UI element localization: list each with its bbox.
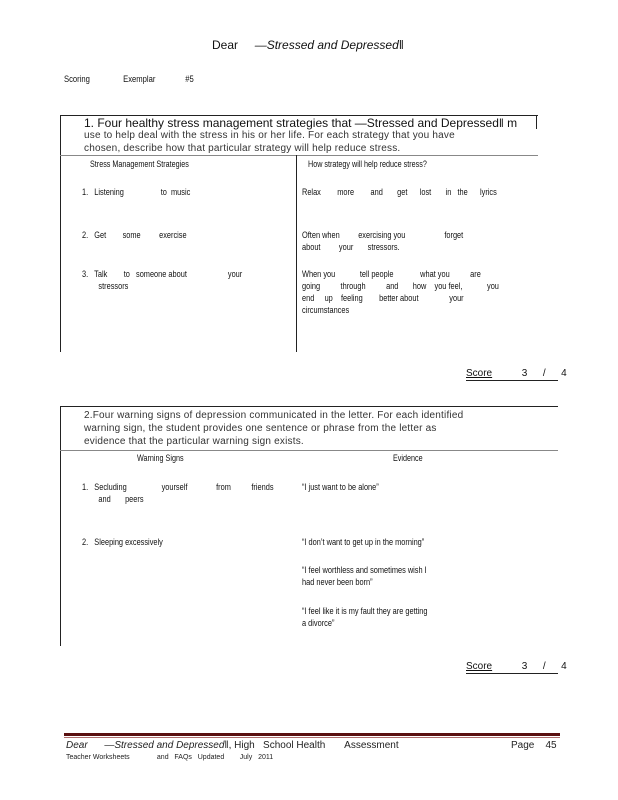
q1-column-header-strategies: Stress Management Strategies [90,159,189,169]
q2-row-2-sign: 2. Sleeping excessively [82,537,163,547]
footer-dear: Dear [66,740,88,751]
q1-column-divider [296,155,297,352]
q1-row-2-strategy: 2. Get some exercise [82,230,187,240]
q1-row-1-strategy: 1. Listening to music [82,187,191,197]
exemplar-number: #5 [185,74,194,84]
footer-page [511,740,557,751]
q1-score-max: 4 [561,368,567,379]
footer-letter-name: —Stressed and Depressed‖ [104,740,229,751]
q2-score-max: 4 [561,661,567,672]
q1-prompt: 1. Four healthy stress management strategies that —Stressed and Depressed‖ m [84,116,518,130]
title-letter-name: —Stressed and Depressed‖ [254,38,404,52]
title-dear: Dear [212,38,239,52]
scoring-exemplar-line [64,74,194,84]
q2-score-value: 3 [521,661,528,672]
footer-title [66,740,399,751]
q2-column-header-signs: Warning Signs [137,453,184,463]
footer-assessment: , High School Health Assessment [228,740,399,751]
q1-prompt-line3: chosen, describe how that particular strategy will help reduce stress. [84,143,401,154]
q1-column-header-how: How strategy will help reduce stress? [308,159,427,169]
footer-rule-dark [64,733,560,736]
q2-top-border [60,406,558,407]
q1-header-rule [60,155,538,156]
q1-row-2-how: Often when exercising you forget about your stressors. [302,230,464,252]
q1-left-border [60,115,61,352]
footer-page-number: 45 [545,740,557,751]
q1-score-value: 3 [521,368,528,379]
q2-prompt-line1: 2.Four warning signs of depression communicated in the letter. For each identified [84,410,464,421]
q1-score-sep: / [542,368,546,379]
q1-row-3-how: When you tell people what you are going through and how you feel, you end up feeling better about your circumstances [302,269,499,315]
exemplar-label: Exemplar [123,74,156,84]
q2-prompt-line2: warning sign, the student provides one sentence or phrase from the letter as [84,423,437,434]
q2-row-1-evidence: “I just want to be alone” [302,482,379,492]
q1-score-label: Score [466,368,493,379]
footer-page-label: Page [511,740,535,751]
q2-column-header-evidence: Evidence [393,453,423,463]
q1-score-underline [466,380,558,381]
q1-row-3-strategy: 3. Talk to someone about your stressors [82,269,243,291]
q2-score-sep: / [542,661,546,672]
q2-row-1-sign: 1. Secluding yourself from friends and peers [82,482,274,504]
footer-rule-light [64,737,560,738]
q2-header-rule [60,450,558,451]
page-title [212,38,404,52]
q1-score [466,368,567,379]
q2-extra-evidence-1: “I feel worthless and sometimes wish I had never been born” [302,565,427,587]
scoring-label: Scoring [64,74,90,84]
q1-row-1-how: Relax more and get lost in the lyrics [302,187,497,197]
q2-score-underline [466,673,558,674]
q1-right-border [536,115,537,129]
footer-subline: Teacher Worksheets and FAQs Updated July 2011 [66,754,274,761]
q2-extra-evidence-2: “I feel like it is my fault they are getting a divorce” [302,606,428,628]
q2-row-2-evidence: “I don’t want to get up in the morning” [302,537,425,547]
q2-score-label: Score [466,661,493,672]
q2-prompt-line3: evidence that the particular warning sign exists. [84,436,304,447]
q1-prompt-line2: use to help deal with the stress in his or her life. For each strategy that you have [84,130,455,141]
q2-left-border [60,406,61,646]
q2-score [466,661,567,672]
